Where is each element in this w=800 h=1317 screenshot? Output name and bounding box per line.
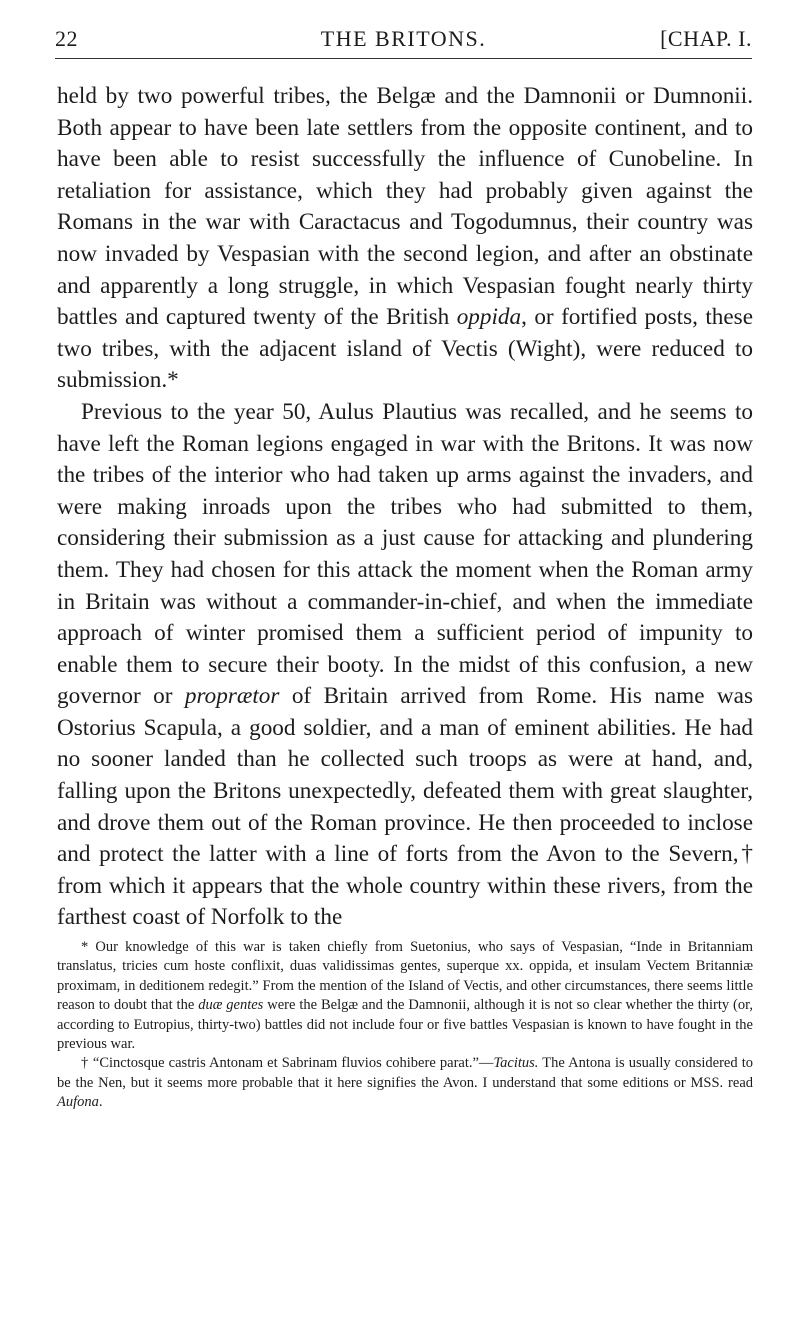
text-run: * Our knowledge of this war is taken chiefly from Suetonius, who says of Vespasian, “Inde in Britanniam translatus, tricies cum hoste conflixit, duas validissimas gentes, superque xx. oppida, et insulam Vectem Britanniæ proximam, in deditionem redegit.” From the mention of the Island of Vectis, and other circumstances, there seems little reason to doubt that the bbox=[57, 939, 753, 1014]
text-run: † “Cinctosque castris Antonam et Sabrinam fluvios cohibere parat.”— bbox=[81, 1055, 494, 1072]
italic-term: duæ gentes bbox=[198, 997, 264, 1014]
body-text bbox=[57, 81, 753, 934]
text-run: held by two powerful tribes, the Belgæ and the Damnonii or Dumnonii. Both appear to have been late settlers from the opposite continent, and to have been able to resist successfully the influence of Cunobeline. In retaliation for assistance, which they had probably given against the Romans in the war with Caractacus and Togodumnus, their country was now invaded by Vespasian with the second legion, and after an obstinate and apparently a long struggle, in which Vespasian fought nearly thirty battles and captured twenty of the British bbox=[57, 83, 753, 331]
text-run: . bbox=[98, 1094, 103, 1111]
italic-term: oppida bbox=[456, 304, 522, 331]
footnotes bbox=[57, 938, 753, 1113]
italic-term: Aufona bbox=[57, 1094, 99, 1111]
text-run: of Britain arrived from Rome. His name was Ostorius Scapula, a good soldier, and a man of eminent abilities. He had no sooner landed than he collected such troops as were at hand, and, falling upon the Britons unexpectedly, defeated them with great slaughter, and drove them out of the Roman province. He then proceeded to inclose and protect the latter with a line of forts from the Avon to the Severn,† from which it appears that the whole country within these rivers, from the farthest coast of Norfolk to the bbox=[57, 683, 753, 931]
italic-term: proprætor bbox=[184, 683, 280, 710]
chapter-marker: [CHAP. I. bbox=[660, 26, 752, 51]
italic-term: Tacitus. bbox=[493, 1055, 539, 1072]
paragraph bbox=[57, 81, 753, 397]
footnote bbox=[57, 1054, 753, 1112]
page-number: 22 bbox=[55, 26, 78, 51]
text-run: were the Belgæ and the Damnonii, although it is not so clear whether the thirty (or, according to Eutropius, thirty-two) battles did not include four or five battles Vespasian is known to have fought in the previous war. bbox=[57, 997, 754, 1053]
paragraph bbox=[57, 397, 753, 934]
text-run: The Antona is usually considered to be the Nen, but it seems more probable that it here signifies the Avon. I understand that some editions or MSS. read bbox=[57, 1055, 754, 1091]
footnote bbox=[57, 938, 753, 1054]
running-header bbox=[55, 18, 752, 59]
text-run: , or fortified posts, these two tribes, with the adjacent island of Vectis (Wight), were reduced to submission.* bbox=[57, 304, 754, 394]
text-run: Previous to the year 50, Aulus Plautius was recalled, and he seems to have left the Roman legions engaged in war with the Britons. It was now the tribes of the interior who had taken up arms against the invaders, and were making inroads upon the tribes who had submitted to them, considering their submission as a just cause for attacking and plundering them. They had chosen for this attack the moment when the Roman army in Britain was without a commander-in-chief, and when the immediate approach of winter promised them a sufficient period of impunity to enable them to secure their booty. In the midst of this confusion, a new governor or bbox=[57, 398, 753, 710]
running-title: THE BRITONS. bbox=[320, 26, 487, 51]
